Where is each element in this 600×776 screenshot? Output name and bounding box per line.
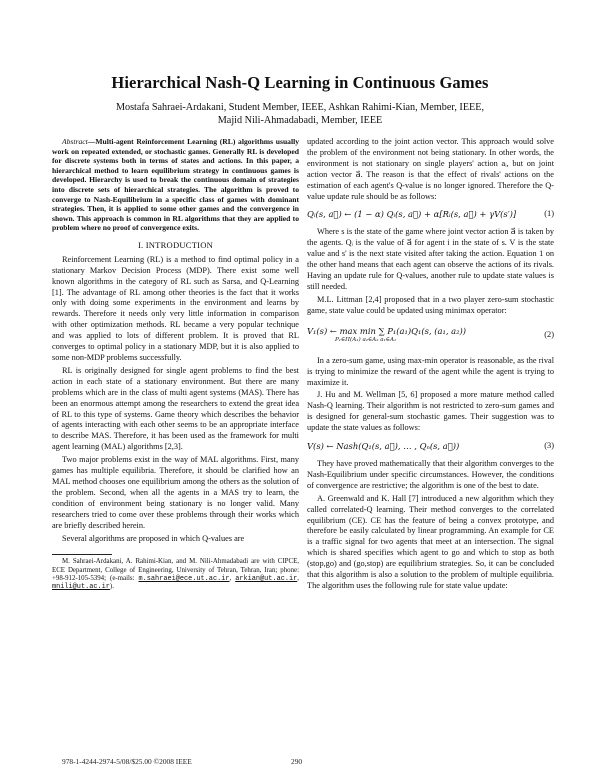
section-heading-introduction: I. INTRODUCTION [137, 239, 214, 250]
right-paragraph-2: Where s is the state of the game where joint vector action a⃗ is taken by the agents. Qᵢ is the value of a⃗ for agent i in the state of s. V is the state value and s' is the next state visited after taking the action. Equation 1 on the other hand means that each agent can observe the actions of its rivals. Having an update rule for Q-values, another rule to update state values is still needed. [307, 227, 554, 291]
email-link-rahimi[interactable]: arkian@ut.ac.ir [235, 574, 298, 583]
author-line-2: Majid Nili-Ahmadabadi, Member, IEEE [217, 115, 383, 126]
footnote-end: ). [109, 583, 114, 591]
right-column [307, 137, 554, 594]
right-paragraph-1: updated according to the joint action vector. This approach would solve the problem of the environment not being stationary. In other words, the environment is not stationary on single players' action aᵢ, but on joint action vector a⃗. The reason is that the effect of rivals' actions on the estimation of each agent's Q-value is no longer ignored. Therefore the Q-value update rule should be as follows: [307, 137, 554, 201]
right-paragraph-6: They have proved mathematically that their algorithm converges to the Nash-Equilibrium under specific circumstances. However, the conditions of convergence are restrictive; the algorithm is one of the best to date. [307, 459, 554, 490]
equation-2 [307, 323, 554, 349]
intro-paragraph-2: RL is originally designed for single agent problems to find the best action in each state of a stationary environment. But there are many problems which are in the class of multi agent systems (MAS). There has been an enormous attempt among the researchers to extend the great idea of RL to this type of systems. Game theory which describes the behavior of agents interacting with each other seems to be an appropriate interface to describe MAS. Therefore, it has been used as the framework for multi agent learning (MAL) algorithms [2,3]. [52, 365, 299, 452]
footnote-text: M. Sahraei-Ardakani, A. Rahimi-Kian, and M. Nili-Ahmadabadi are with CIPCE, ECE Department, College of Engineering, University of Tehran, Tehran, Iran; phone: +98-912-105-5394; (e-mails: [52, 558, 299, 582]
equation-1-body: Qᵢ(s, a⃗) ← (1 − α) Qᵢ(s, a⃗) + α[Rᵢ(s, a⃗) + γV(s′)] [307, 208, 517, 219]
equation-3-number: (3) [544, 440, 554, 450]
equation-3 [307, 440, 554, 452]
email-link-sahraei[interactable]: m.sahraei@ece.ut.ac.ir [138, 574, 230, 583]
equation-1 [307, 208, 554, 220]
equation-1-number: (1) [544, 208, 554, 218]
right-paragraph-4: In a zero-sum game, using max-min operator is reasonable, as the rival is trying to minimize the reward of the agent while the agent is trying to maximize it. [307, 355, 554, 387]
right-paragraph-3: M.L. Littman [2,4] proposed that in a two player zero-sum stochastic game, state value could be updated using minimax operator: [307, 294, 554, 315]
page-number: 290 [291, 757, 303, 766]
intro-paragraph-1: Reinforcement Learning (RL) is a method to find optimal policy in a stationary Markov Decision Process (MDP). There exist some well known algorithms in the category of RL such as Sarsa, and Q-Learning [1]. The advantage of RL among other theories is the fact that it works only with doing some experiments in the environment and learns by rewards. Therefore it needs only very little information in comparison with other optimization methods. RL became a very popular technique and was applied to lots of different problem. It is proved that RL converges to optimal policy in a stationary MDP, but it is also applied to some non-MDP problems successfully. [52, 254, 299, 362]
equation-2-wrap [307, 327, 466, 345]
email-link-nili[interactable]: mnili@ut.ac.ir [52, 583, 110, 592]
author-footnote: M. Sahraei-Ardakani, A. Rahimi-Kian, and M. Nili-Ahmadabadi are with CIPCE, ECE Department, College of Engineering, University of Tehran, Tehran, Iran; phone: +98-912-105-5394; (e-mails: m.sahraei@ece.ut.ac.ir, arkian@ut.ac.ir, mnili@ut.ac.ir). [52, 558, 299, 592]
author-line-1: Mostafa Sahraei-Ardakani, Student Member, IEEE, Ashkan Rahimi-Kian, Member, IEEE, [115, 102, 485, 113]
abstract-lead: Abstract [62, 137, 88, 146]
equation-2-body: V₁(s) ← max min ∑ P₁(a₁)Q₁(s, (a₁, a₂)) [307, 325, 467, 336]
footnote-divider [52, 554, 112, 555]
equation-3-body: V(s) ← Nash(Q₁(s, a⃗), … , Qₙ(s, a⃗)) [307, 440, 460, 451]
equation-2-subscripts: P₁∈Π(A₁) a₂∈A₂ a₁∈A₁ [335, 336, 397, 343]
abstract-text: —Multi-agent Reinforcement Learning (RL) algorithms usually work on repeated extended, or stochastic games. Generally RL is developed for discrete systems both in terms of states and actions. In this paper, a hierarchical method to learn equilibrium strategy in continuous games is developed. Hierarchy is used to break the continuous domain of strategies into discrete sets of hierarchical strategies. The algorithm is proved to converge to Nash-Equilibrium in a specific class of games with dominant strategies. Then, it is applied to some other games and the convergence in shown. This approach is common in RL algorithms that they are applied to problem where no proof of convergence exits. [52, 137, 299, 233]
right-paragraph-5: J. Hu and M. Wellman [5, 6] proposed a more mature method called Nash-Q learning. Their algorithm is not restricted to zero-sum games and is designed for general-sum stochastic games. Their suggestion was to update the state values as follows: [307, 390, 554, 433]
footer-isbn: 978-1-4244-2974-5/08/$25.00 ©2008 IEEE [62, 757, 192, 766]
right-paragraph-7: A. Greenwald and K. Hall [7] introduced a new algorithm which they called correlated-Q learning. Their method converges to the correlated equilibrium (CE). CE has the feature of being a convex prototype, and therefore be easily calculated by linear programming. An example for CE is a traffic signal for two agents that meet at an intersection. The signal which is shared specifies which agent to go and which to stop as both (stop,go) and (go,stop) are equilibrium strategies. So, it can be concluded that this algorithm is also a solution to the problem of multiple equilibria. The algorithm uses the following rule for state value update: [307, 493, 554, 590]
intro-paragraph-4: Several algorithms are proposed in which Q-values are [62, 533, 245, 543]
abstract [52, 137, 299, 233]
paper-title: Hierarchical Nash-Q Learning in Continuous Games [111, 73, 489, 92]
equation-2-number: (2) [544, 330, 554, 340]
author-block [40, 101, 560, 127]
intro-paragraph-3: Two major problems exist in the way of MAL algorithms. First, many games has multiple equilibria. Therefore, it should be clarified how an MAL method chooses one equilibrium among the others as the solution of the problem. Second, when all the agents in a MAS try to learn, the condition of environment being stationary is no longer valid. Many researchers tried to come over these problems through their works which are briefly described herein. [52, 455, 299, 530]
left-column [52, 137, 299, 593]
